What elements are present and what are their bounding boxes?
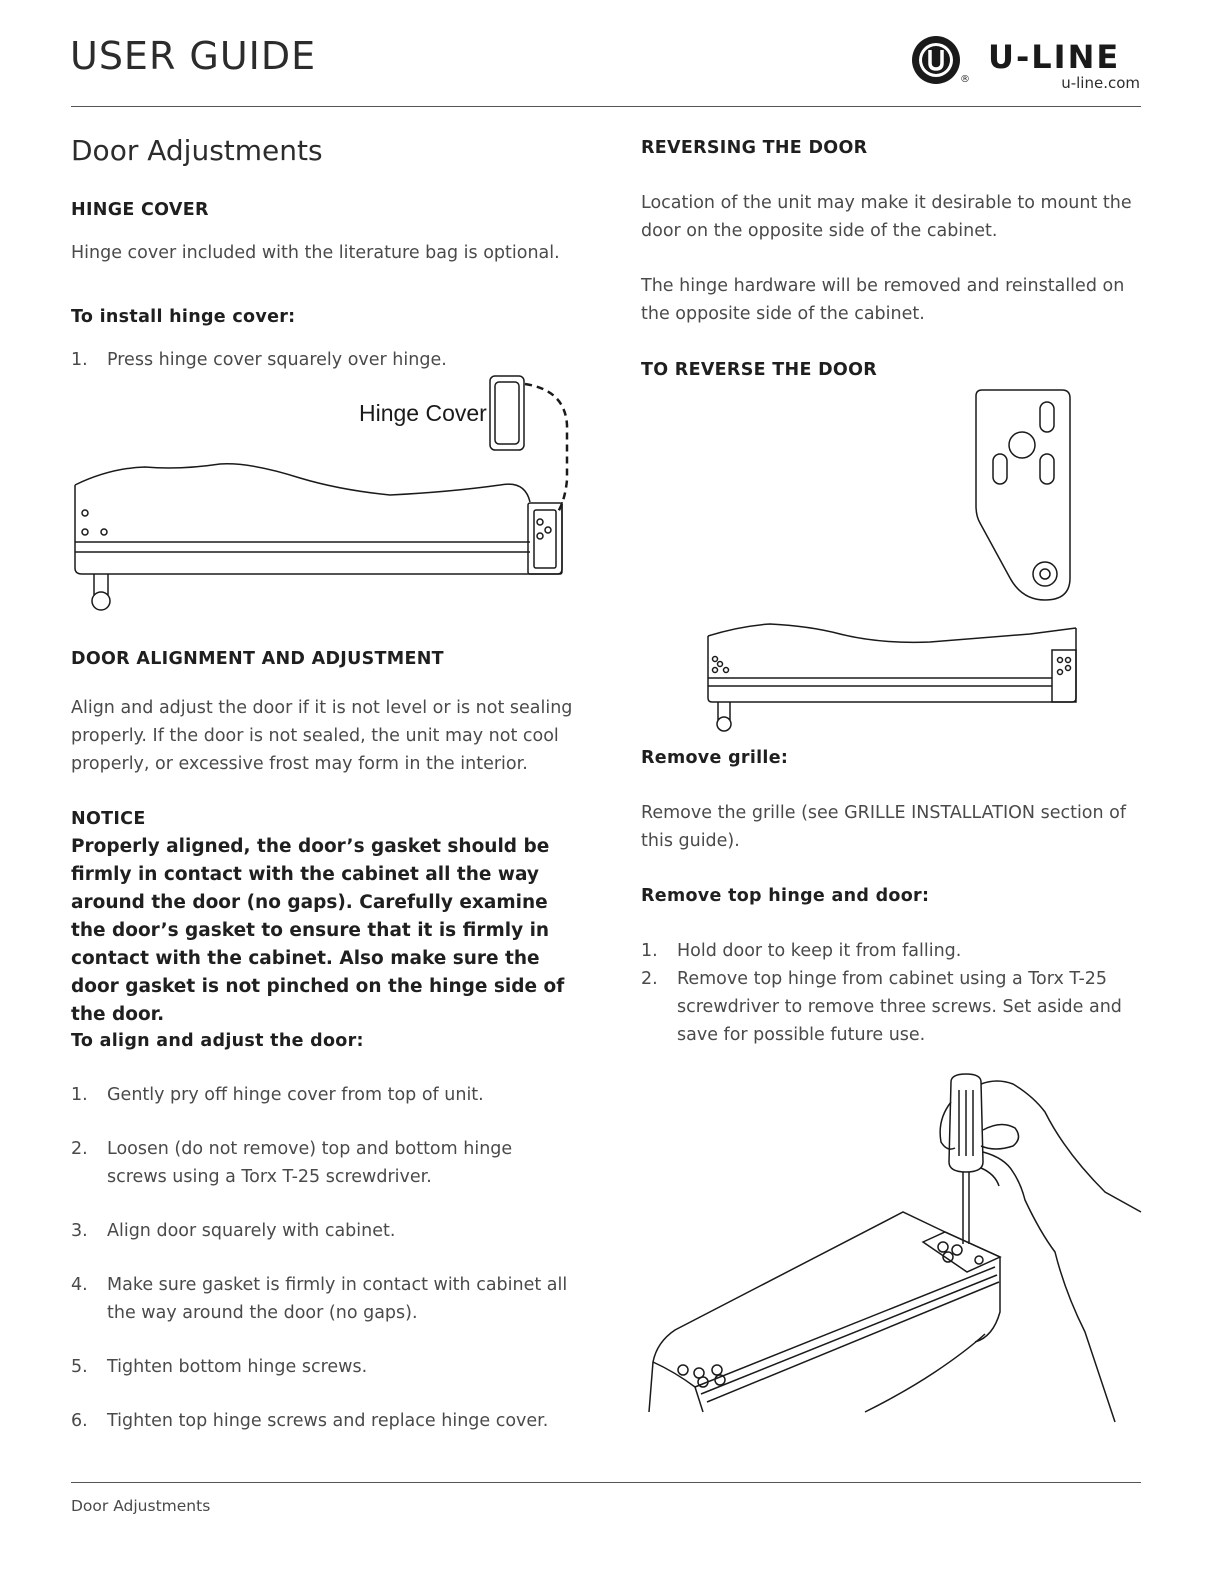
step-text: Make sure gasket is firmly in contact with cabinet all the way around the door (no gaps).: [107, 1275, 568, 1323]
reversing-text-2: The hinge hardware will be removed and reinstalled on the opposite side of the cabinet.: [641, 276, 1125, 324]
step-text: Tighten bottom hinge screws.: [107, 1357, 368, 1377]
list-item: [71, 1135, 576, 1191]
notice-text: Properly aligned, the door’s gasket should be firmly in contact with the cabinet all the way around the door (no gaps). Carefully examine the door’s gasket to ensure that it is firmly in contact with the cabinet. Also make sure the door gasket is not pinched on the hinge side of the door.: [71, 836, 565, 1025]
remove-hinge-heading: Remove top hinge and door:: [641, 886, 930, 906]
list-item: [71, 1271, 576, 1327]
step-text: Gently pry off hinge cover from top of unit.: [107, 1085, 484, 1105]
figure-label-hinge-cover: Hinge Cover: [359, 400, 487, 426]
step-number: 6.: [71, 1411, 88, 1431]
remove-hinge-steps-list: [641, 937, 1141, 1049]
list-item: [71, 1081, 576, 1109]
step-number: 1.: [641, 941, 658, 961]
step-text: Tighten top hinge screws and replace hinge cover.: [107, 1411, 549, 1431]
page-header-title: USER GUIDE: [70, 34, 317, 78]
logo-brand-text: U-LINE: [988, 38, 1121, 76]
door-alignment-heading: DOOR ALIGNMENT AND ADJUSTMENT: [71, 649, 444, 669]
remove-grille-text: Remove the grille (see GRILLE INSTALLATION section of this guide).: [641, 803, 1127, 851]
logo-url-link[interactable]: u-line.com: [1061, 74, 1140, 92]
door-alignment-text: Align and adjust the door if it is not level or is not sealing properly. If the door is not sealed, the unit may not cool properly, or excessive frost may form in the interior.: [71, 698, 573, 774]
reversing-door-heading: REVERSING THE DOOR: [641, 138, 868, 158]
install-hinge-cover-heading: To install hinge cover:: [71, 307, 296, 327]
step-number: 4.: [71, 1275, 88, 1295]
step-number: 1.: [71, 350, 88, 370]
list-item: [641, 937, 1141, 965]
step-number: 2.: [71, 1139, 88, 1159]
registered-mark: ®: [960, 74, 970, 85]
notice-heading: NOTICE: [71, 809, 146, 829]
list-item: [641, 965, 1141, 1049]
screwdriver-hinge-figure: [645, 1072, 1145, 1422]
footer-rule: [71, 1482, 1141, 1483]
hinge-cover-figure: [70, 370, 570, 615]
step-number: 5.: [71, 1357, 88, 1377]
hinge-bracket-figure: [700, 388, 1080, 738]
step-number: 2.: [641, 969, 658, 989]
hinge-cover-heading: HINGE COVER: [71, 200, 209, 220]
footer-text: Door Adjustments: [71, 1497, 211, 1515]
u-line-logo-icon: [910, 34, 966, 90]
step-text: Press hinge cover squarely over hinge.: [107, 350, 447, 370]
remove-grille-heading: Remove grille:: [641, 748, 789, 768]
step-text: Remove top hinge from cabinet using a Torx T-25 screwdriver to remove three screws. Set aside and save for possible future use.: [677, 969, 1122, 1045]
header-rule: [71, 106, 1141, 107]
step-number: 1.: [71, 1085, 88, 1105]
hinge-cover-text: Hinge cover included with the literature bag is optional.: [71, 243, 560, 263]
list-item: [71, 1217, 576, 1245]
list-item: [71, 1353, 576, 1381]
step-number: 3.: [71, 1221, 88, 1241]
reversing-text-1: Location of the unit may make it desirable to mount the door on the opposite side of the cabinet.: [641, 193, 1132, 241]
section-title: Door Adjustments: [71, 134, 323, 167]
step-text: Loosen (do not remove) top and bottom hinge screws using a Torx T-25 screwdriver.: [107, 1139, 513, 1187]
step-text: Align door squarely with cabinet.: [107, 1221, 396, 1241]
list-item: [71, 1407, 576, 1435]
align-steps-list: [71, 1081, 576, 1435]
align-adjust-steps-heading: To align and adjust the door:: [71, 1031, 364, 1051]
to-reverse-door-heading: TO REVERSE THE DOOR: [641, 360, 878, 380]
step-text: Hold door to keep it from falling.: [677, 941, 962, 961]
u-line-logo: [910, 34, 1142, 94]
